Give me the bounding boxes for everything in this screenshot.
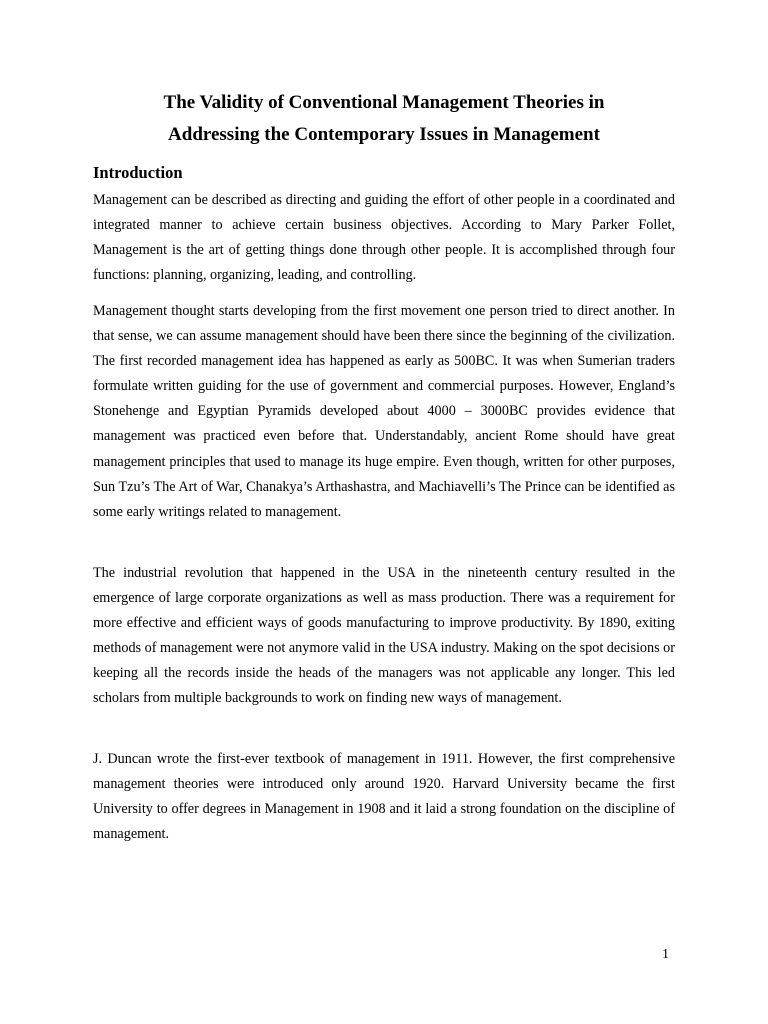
document-title-line-1: The Validity of Conventional Management Theories in xyxy=(163,92,605,113)
page-number: 1 xyxy=(662,947,669,962)
document-title-line-2: Addressing the Contemporary Issues in Management xyxy=(168,124,600,145)
paragraph-4: J. Duncan wrote the first-ever textbook of management in 1911. However, the first comprehensive management theories were introduced only around 1920. Harvard University became the first University to offer degrees in Management in 1908 and it laid a strong foundation on the discipline of management. xyxy=(93,751,675,843)
paragraph-2: Management thought starts developing from the first movement one person tried to direct another. In that sense, we can assume management should have been there since the beginning of the civilization. The first recorded management idea has happened as early as 500BC. It was when Sumerian traders formulate written guiding for the use of government and commercial purposes. However, England’s Stonehenge and Egyptian Pyramids developed about 4000 – 3000BC provides evidence that management was practiced even before that. Understandably, ancient Rome should have great management principles that used to manage its huge empire. Even though, written for other purposes, Sun Tzu’s The Art of War, Chanakya’s Arthashastra, and Machiavelli’s The Prince can be identified as some early writings related to management. xyxy=(93,303,675,520)
paragraph-1: Management can be described as directing and guiding the effort of other people in a coordinated and integrated manner to achieve certain business objectives. According to Mary Parker Follet, Management is the art of getting things done through other people. It is accomplished through four functions: planning, organizing, leading, and controlling. xyxy=(93,192,675,284)
paragraph-3: The industrial revolution that happened in the USA in the nineteenth century resulted in the emergence of large corporate organizations as well as mass production. There was a requirement for more effective and efficient ways of goods manufacturing to improve productivity. By 1890, exiting methods of management were not anymore valid in the USA industry. Making on the spot decisions or keeping all the records inside the heads of the managers was not applicable any longer. This led scholars from multiple backgrounds to work on finding new ways of management. xyxy=(93,565,675,707)
section-heading: Introduction xyxy=(93,163,183,182)
